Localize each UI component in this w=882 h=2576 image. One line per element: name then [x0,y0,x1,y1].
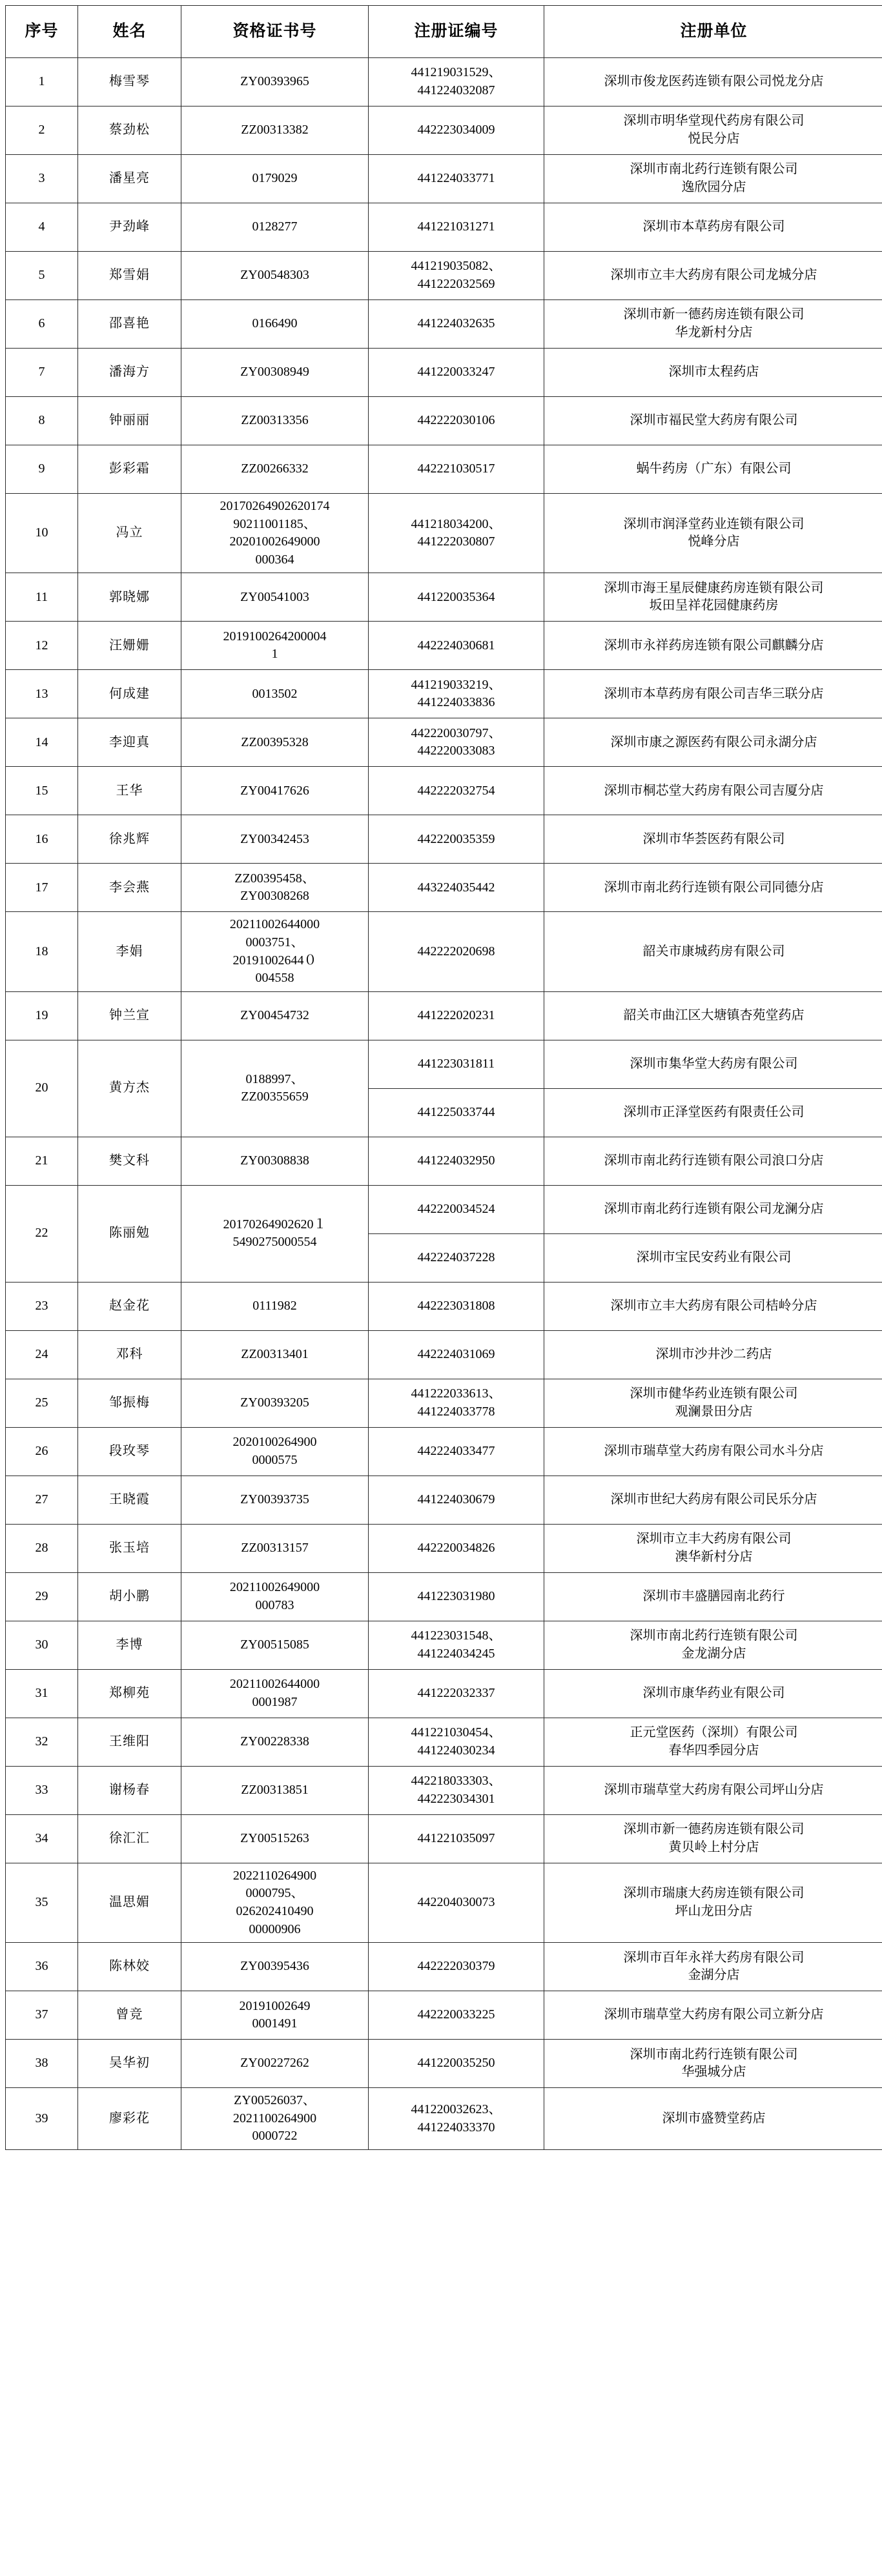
cell-name: 郑雪娟 [78,252,181,300]
cell-name: 张玉培 [78,1524,181,1572]
table-row [6,1814,882,1863]
cell-reg-no: 443224035442 [369,864,544,912]
table-row [6,1040,882,1088]
table-row [6,106,882,155]
cell-cert-no: ZY00393735 [181,1476,369,1524]
cell-reg-no: 441225033744 [369,1088,544,1137]
cell-index: 33 [6,1766,78,1814]
cell-cert-no: ZY00308949 [181,349,369,397]
cell-reg-no: 442222032754 [369,767,544,815]
table-row [6,397,882,445]
cell-reg-no: 441220033247 [369,349,544,397]
cell-unit: 深圳市百年永祥大药房有限公司 金湖分店 [544,1943,882,1991]
table-row [6,1476,882,1524]
cell-unit: 深圳市瑞草堂大药房有限公司坪山分店 [544,1766,882,1814]
table-row [6,1572,882,1621]
cell-unit: 深圳市南北药行连锁有限公司 金龙湖分店 [544,1621,882,1669]
cell-unit: 深圳市正泽堂医药有限责任公司 [544,1088,882,1137]
cell-unit: 深圳市永祥药房连锁有限公司麒麟分店 [544,622,882,670]
cell-name: 徐汇汇 [78,1814,181,1863]
cell-reg-no: 442224030681 [369,622,544,670]
cell-cert-no: 0166490 [181,300,369,349]
cell-cert-no: ZY00228338 [181,1718,369,1766]
cell-index: 15 [6,767,78,815]
cell-reg-no: 441224033771 [369,155,544,203]
cell-index: 8 [6,397,78,445]
cell-unit: 深圳市健华药业连锁有限公司 观澜景田分店 [544,1379,882,1427]
table-row [6,1282,882,1330]
table-row [6,300,882,349]
cell-unit: 深圳市康华药业有限公司 [544,1669,882,1718]
cell-cert-no: ZZ00395458、 ZY00308268 [181,864,369,912]
cell-name: 谢杨春 [78,1766,181,1814]
cell-reg-no: 442222030106 [369,397,544,445]
table-row [6,573,882,622]
cell-index: 1 [6,58,78,106]
cell-name: 尹劲峰 [78,203,181,252]
cell-index: 5 [6,252,78,300]
cell-name: 胡小鹏 [78,1572,181,1621]
table-row [6,1991,882,2040]
table-row [6,767,882,815]
table-row [6,864,882,912]
cell-unit: 蜗牛药房（广东）有限公司 [544,445,882,494]
cell-unit: 深圳市宝民安药业有限公司 [544,1233,882,1282]
cell-unit: 深圳市南北药行连锁有限公司龙澜分店 [544,1185,882,1233]
cell-unit: 深圳市新一德药房连锁有限公司 华龙新村分店 [544,300,882,349]
table-row [6,1427,882,1476]
table-row [6,494,882,573]
cell-index: 30 [6,1621,78,1669]
cell-index: 22 [6,1185,78,1282]
cell-name: 徐兆辉 [78,815,181,864]
cell-index: 11 [6,573,78,622]
cell-index: 16 [6,815,78,864]
cell-unit: 深圳市世纪大药房有限公司民乐分店 [544,1476,882,1524]
cell-name: 李博 [78,1621,181,1669]
cell-index: 35 [6,1863,78,1942]
cell-cert-no: ZZ00313356 [181,397,369,445]
cell-index: 3 [6,155,78,203]
cell-name: 蔡劲松 [78,106,181,155]
cell-reg-no: 441224030679 [369,1476,544,1524]
cell-reg-no: 441223031811 [369,1040,544,1088]
cell-name: 彭彩霜 [78,445,181,494]
cell-reg-no: 442224033477 [369,1427,544,1476]
cell-unit: 深圳市立丰大药房有限公司龙城分店 [544,252,882,300]
cell-reg-no: 442220034524 [369,1185,544,1233]
cell-reg-no: 441220032623、 441224033370 [369,2088,544,2150]
cell-index: 27 [6,1476,78,1524]
cell-reg-no: 442223034009 [369,106,544,155]
table-row [6,912,882,991]
cell-unit: 深圳市南北药行连锁有限公司 华强城分店 [544,2040,882,2088]
cell-cert-no: 0111982 [181,1282,369,1330]
cell-index: 32 [6,1718,78,1766]
table-row [6,1943,882,1991]
cell-cert-no: ZY00342453 [181,815,369,864]
table-row [6,991,882,1040]
table-row [6,815,882,864]
cell-name: 梅雪琴 [78,58,181,106]
cell-unit: 深圳市桐芯堂大药房有限公司吉厦分店 [544,767,882,815]
cell-index: 37 [6,1991,78,2040]
cell-reg-no: 441219031529、 441224032087 [369,58,544,106]
cell-index: 13 [6,670,78,718]
cell-name: 李娟 [78,912,181,991]
cell-unit: 深圳市南北药行连锁有限公司同德分店 [544,864,882,912]
cell-name: 王华 [78,767,181,815]
cell-cert-no: ZZ00313401 [181,1330,369,1379]
table-row [6,58,882,106]
cell-reg-no: 442224031069 [369,1330,544,1379]
cell-name: 段玫琴 [78,1427,181,1476]
cell-index: 28 [6,1524,78,1572]
cell-cert-no: ZY00515085 [181,1621,369,1669]
cell-unit: 深圳市俊龙医药连锁有限公司悦龙分店 [544,58,882,106]
cell-reg-no: 441221035097 [369,1814,544,1863]
cell-name: 郑柳苑 [78,1669,181,1718]
cell-reg-no: 441223031980 [369,1572,544,1621]
cell-cert-no: ZY00395436 [181,1943,369,1991]
cell-name: 温思媚 [78,1863,181,1942]
cell-unit: 深圳市盛赞堂药店 [544,2088,882,2150]
table-row [6,1621,882,1669]
cell-unit: 深圳市立丰大药房有限公司桔岭分店 [544,1282,882,1330]
cell-index: 12 [6,622,78,670]
cell-index: 7 [6,349,78,397]
table-row [6,1669,882,1718]
cell-reg-no: 442220033225 [369,1991,544,2040]
cell-unit: 深圳市太程药店 [544,349,882,397]
cell-unit: 深圳市丰盛膳园南北药行 [544,1572,882,1621]
cell-cert-no: ZZ00313157 [181,1524,369,1572]
cell-unit: 深圳市福民堂大药房有限公司 [544,397,882,445]
cell-reg-no: 441222033613、 441224033778 [369,1379,544,1427]
cell-reg-no: 441223031548、 441224034245 [369,1621,544,1669]
cell-unit: 深圳市沙井沙二药店 [544,1330,882,1379]
document-sheet [0,5,882,2150]
cell-unit: 深圳市本草药房有限公司吉华三联分店 [544,670,882,718]
cell-reg-no: 441220035364 [369,573,544,622]
cell-name: 潘星亮 [78,155,181,203]
table-row [6,2040,882,2088]
cell-name: 王晓霞 [78,1476,181,1524]
cell-index: 25 [6,1379,78,1427]
cell-cert-no: 20191002649 0001491 [181,1991,369,2040]
column-header-index: 序号 [6,6,78,58]
table-row [6,1863,882,1942]
table-row [6,622,882,670]
cell-unit: 深圳市瑞康大药房连锁有限公司 坪山龙田分店 [544,1863,882,1942]
table-row [6,718,882,767]
cell-unit: 深圳市瑞草堂大药房有限公司水斗分店 [544,1427,882,1476]
cell-index: 34 [6,1814,78,1863]
cell-index: 9 [6,445,78,494]
cell-index: 4 [6,203,78,252]
cell-name: 钟兰宣 [78,991,181,1040]
cell-index: 10 [6,494,78,573]
cell-reg-no: 442220035359 [369,815,544,864]
cell-reg-no: 441219033219、 441224033836 [369,670,544,718]
cell-name: 赵金花 [78,1282,181,1330]
cell-unit: 韶关市曲江区大塘镇杏苑堂药店 [544,991,882,1040]
cell-name: 吴华初 [78,2040,181,2088]
column-header-unit: 注册单位 [544,6,882,58]
cell-reg-no: 441222032337 [369,1669,544,1718]
cell-unit: 韶关市康城药房有限公司 [544,912,882,991]
cell-reg-no: 441218034200、 441222030807 [369,494,544,573]
cell-reg-no: 442221030517 [369,445,544,494]
cell-unit: 深圳市南北药行连锁有限公司浪口分店 [544,1137,882,1185]
table-row [6,1137,882,1185]
cell-cert-no: 2022110264900 0000795、 026202410490 00000906 [181,1863,369,1942]
cell-cert-no: 20211002644000 0001987 [181,1669,369,1718]
cell-index: 38 [6,2040,78,2088]
cell-unit: 深圳市南北药行连锁有限公司 逸欣园分店 [544,155,882,203]
cell-cert-no: ZZ00395328 [181,718,369,767]
cell-cert-no: ZY00548303 [181,252,369,300]
cell-name: 陈林姣 [78,1943,181,1991]
cell-cert-no: 20211002644000 0003751、 20191002644０ 004558 [181,912,369,991]
cell-reg-no: 441221030454、 441224030234 [369,1718,544,1766]
table-row [6,252,882,300]
cell-name: 冯立 [78,494,181,573]
cell-cert-no: ZY00454732 [181,991,369,1040]
cell-name: 钟丽丽 [78,397,181,445]
cell-cert-no: ZY00541003 [181,573,369,622]
cell-name: 樊文科 [78,1137,181,1185]
cell-index: 2 [6,106,78,155]
cell-unit: 深圳市华荟医药有限公司 [544,815,882,864]
registration-table [5,5,882,2150]
cell-name: 廖彩花 [78,2088,181,2150]
cell-cert-no: ZY00227262 [181,2040,369,2088]
cell-index: 17 [6,864,78,912]
table-row [6,1185,882,1233]
cell-name: 邹振梅 [78,1379,181,1427]
table-row [6,1524,882,1572]
cell-name: 王维阳 [78,1718,181,1766]
cell-reg-no: 441219035082、 441222032569 [369,252,544,300]
cell-cert-no: ZZ00313851 [181,1766,369,1814]
cell-name: 汪姗姗 [78,622,181,670]
cell-name: 郭晓娜 [78,573,181,622]
cell-cert-no: 20211002649000 000783 [181,1572,369,1621]
cell-cert-no: 20170264902620174 90211001185、 20201002649000 000364 [181,494,369,573]
cell-reg-no: 442222030379 [369,1943,544,1991]
cell-reg-no: 441220035250 [369,2040,544,2088]
cell-cert-no: 0128277 [181,203,369,252]
cell-cert-no: ZY00515263 [181,1814,369,1863]
cell-name: 邓科 [78,1330,181,1379]
cell-cert-no: 0188997、 ZZ00355659 [181,1040,369,1137]
cell-unit: 深圳市明华堂现代药房有限公司 悦民分店 [544,106,882,155]
cell-cert-no: 0179029 [181,155,369,203]
cell-cert-no: ZY00393965 [181,58,369,106]
cell-cert-no: ZZ00313382 [181,106,369,155]
table-row [6,1766,882,1814]
cell-cert-no: 0013502 [181,670,369,718]
cell-cert-no: ZY00308838 [181,1137,369,1185]
cell-reg-no: 442220030797、 442220033083 [369,718,544,767]
cell-name: 李会燕 [78,864,181,912]
table-row [6,349,882,397]
cell-index: 6 [6,300,78,349]
cell-name: 潘海方 [78,349,181,397]
cell-reg-no: 442220034826 [369,1524,544,1572]
cell-cert-no: ZZ00266332 [181,445,369,494]
cell-unit: 深圳市海王星辰健康药房连锁有限公司 坂田呈祥花园健康药房 [544,573,882,622]
table-row [6,1379,882,1427]
cell-cert-no: ZY00393205 [181,1379,369,1427]
header-row [6,6,882,58]
cell-reg-no: 442218033303、 442223034301 [369,1766,544,1814]
cell-index: 14 [6,718,78,767]
cell-index: 39 [6,2088,78,2150]
cell-index: 36 [6,1943,78,1991]
cell-index: 21 [6,1137,78,1185]
cell-unit: 深圳市立丰大药房有限公司 澳华新村分店 [544,1524,882,1572]
cell-index: 23 [6,1282,78,1330]
table-row [6,1330,882,1379]
column-header-name: 姓名 [78,6,181,58]
table-header [6,6,882,58]
cell-reg-no: 441224032635 [369,300,544,349]
cell-cert-no: 2019100264200004 1 [181,622,369,670]
cell-cert-no: 20170264902620１ 5490275000554 [181,1185,369,1282]
cell-index: 31 [6,1669,78,1718]
cell-index: 19 [6,991,78,1040]
cell-name: 何成建 [78,670,181,718]
cell-name: 曾竞 [78,1991,181,2040]
cell-name: 陈丽勉 [78,1185,181,1282]
cell-reg-no: 442222020698 [369,912,544,991]
cell-name: 黄方杰 [78,1040,181,1137]
cell-unit: 深圳市新一德药房连锁有限公司 黄贝岭上村分店 [544,1814,882,1863]
cell-reg-no: 442204030073 [369,1863,544,1942]
cell-unit: 深圳市瑞草堂大药房有限公司立新分店 [544,1991,882,2040]
table-row [6,670,882,718]
cell-reg-no: 441222020231 [369,991,544,1040]
cell-reg-no: 442223031808 [369,1282,544,1330]
cell-index: 18 [6,912,78,991]
cell-reg-no: 441224032950 [369,1137,544,1185]
cell-index: 29 [6,1572,78,1621]
cell-index: 26 [6,1427,78,1476]
table-body [6,58,882,2150]
table-row [6,203,882,252]
table-row [6,1718,882,1766]
cell-cert-no: 2020100264900 0000575 [181,1427,369,1476]
table-row [6,2088,882,2150]
cell-cert-no: ZY00417626 [181,767,369,815]
cell-reg-no: 441221031271 [369,203,544,252]
column-header-reg-no: 注册证编号 [369,6,544,58]
cell-index: 20 [6,1040,78,1137]
cell-unit: 深圳市康之源医药有限公司永湖分店 [544,718,882,767]
cell-reg-no: 442224037228 [369,1233,544,1282]
cell-name: 邵喜艳 [78,300,181,349]
table-row [6,445,882,494]
column-header-cert-no: 资格证书号 [181,6,369,58]
cell-unit: 深圳市集华堂大药房有限公司 [544,1040,882,1088]
table-row [6,155,882,203]
cell-index: 24 [6,1330,78,1379]
cell-cert-no: ZY00526037、 2021100264900 0000722 [181,2088,369,2150]
cell-name: 李迎真 [78,718,181,767]
cell-unit: 深圳市润泽堂药业连锁有限公司 悦峰分店 [544,494,882,573]
cell-unit: 深圳市本草药房有限公司 [544,203,882,252]
cell-unit: 正元堂医药（深圳）有限公司 春华四季园分店 [544,1718,882,1766]
